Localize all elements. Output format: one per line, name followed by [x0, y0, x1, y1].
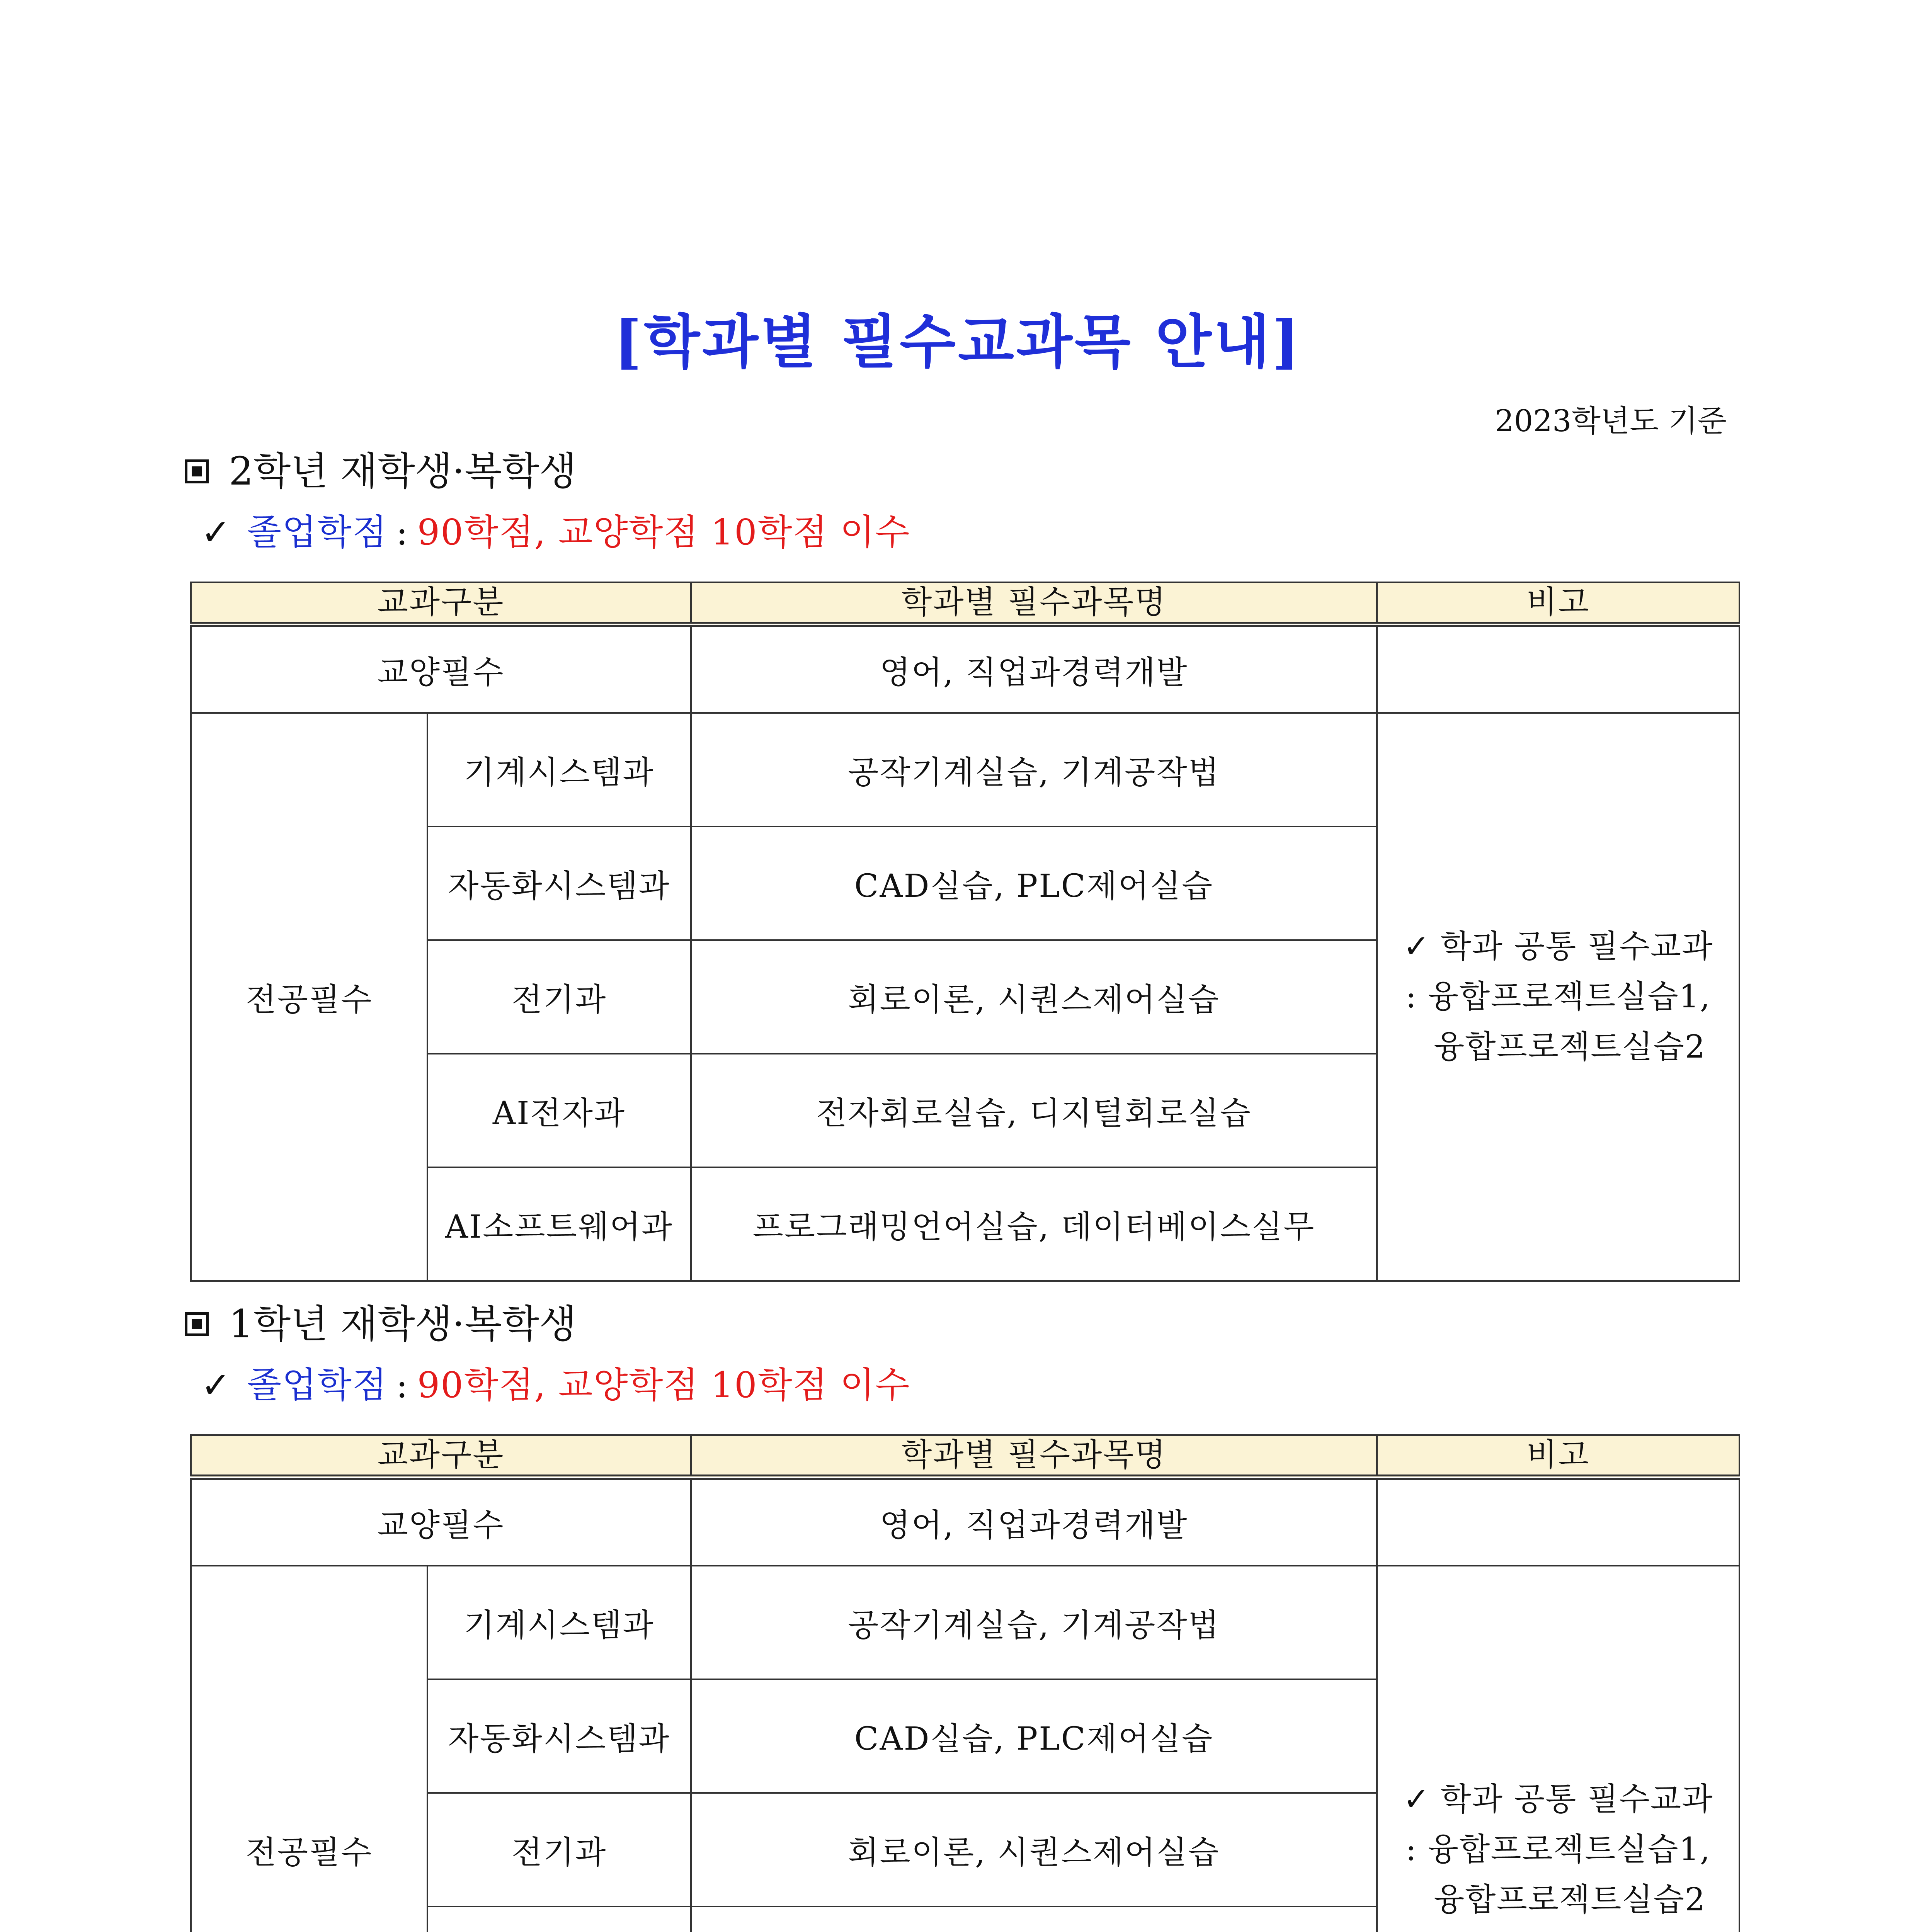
department-name: AI전자과 [427, 1054, 691, 1167]
general-required-remark [1377, 624, 1739, 713]
graduation-credit-value: 90학점, [417, 512, 546, 553]
common-required-remark [1377, 1566, 1739, 1932]
general-required-remark [1377, 1477, 1739, 1566]
major-required-category: 전공필수 [191, 1566, 427, 1932]
department-name: 기계시스템과 [427, 713, 691, 827]
checkmark-icon: ✓ [1403, 1781, 1431, 1818]
section-heading-label: 1학년 재학생·복학생 [229, 1301, 577, 1347]
checkmark-icon: ✓ [1403, 928, 1431, 965]
graduation-requirement-2nd-year [201, 509, 910, 556]
remark-line: : 융합프로젝트실습1, [1406, 1831, 1711, 1868]
colon: : [396, 512, 409, 553]
section-heading-label: 2학년 재학생·복학생 [229, 449, 577, 494]
table-row-general-required [191, 624, 1739, 713]
table-header-row [191, 582, 1739, 624]
graduation-credit-label: 졸업학점 [247, 1364, 388, 1406]
major-required-category: 전공필수 [191, 713, 427, 1281]
header-course-names: 학과별 필수과목명 [691, 582, 1377, 624]
page-title: [학과별 필수교과목 안내] [614, 308, 1302, 376]
academic-year-basis: 2023학년도 기준 [1494, 404, 1727, 439]
table-row-general-required [191, 1477, 1739, 1566]
header-category: 교과구분 [191, 582, 691, 624]
remark-line: 융합프로젝트실습2 [1434, 1881, 1706, 1918]
department-name: 전기과 [427, 1793, 691, 1906]
graduation-credit-value: 90학점, [417, 1364, 546, 1406]
department-courses: CAD실습, PLC제어실습 [691, 1679, 1377, 1793]
remark-line: 학과 공통 필수교과 [1440, 1781, 1714, 1818]
department-name [427, 1906, 691, 1932]
header-course-names: 학과별 필수과목명 [691, 1435, 1377, 1477]
table-row [191, 1566, 1739, 1679]
graduation-credit-label: 졸업학점 [247, 512, 388, 553]
section-heading-1st-year [185, 1299, 577, 1349]
table-row [191, 713, 1739, 827]
section-heading-2nd-year [185, 446, 577, 497]
colon: : [396, 1364, 409, 1406]
general-required-courses: 영어, 직업과경력개발 [691, 624, 1377, 713]
common-required-remark [1377, 713, 1739, 1281]
department-name: 전기과 [427, 940, 691, 1054]
remark-line: 융합프로젝트실습2 [1434, 1029, 1706, 1065]
department-courses [691, 1906, 1377, 1932]
header-remarks: 비고 [1377, 1435, 1739, 1477]
department-name: 자동화시스템과 [427, 1679, 691, 1793]
table-header-row [191, 1435, 1739, 1477]
graduation-requirement-1st-year [201, 1362, 910, 1408]
department-name: 자동화시스템과 [427, 827, 691, 940]
department-courses: 전자회로실습, 디지털회로실습 [691, 1054, 1377, 1167]
header-remarks: 비고 [1377, 582, 1739, 624]
header-category: 교과구분 [191, 1435, 691, 1477]
required-courses-table-1st-year [190, 1434, 1740, 1932]
filled-square-icon [185, 459, 209, 483]
department-courses: 공작기계실습, 기계공작법 [691, 1566, 1377, 1679]
department-courses: 공작기계실습, 기계공작법 [691, 713, 1377, 827]
department-name: AI소프트웨어과 [427, 1167, 691, 1281]
checkmark-icon: ✓ [201, 512, 232, 553]
general-required-category: 교양필수 [191, 1477, 691, 1566]
checkmark-icon: ✓ [201, 1364, 232, 1406]
required-courses-table-2nd-year [190, 582, 1740, 1282]
department-name: 기계시스템과 [427, 1566, 691, 1679]
remark-line: : 융합프로젝트실습1, [1406, 978, 1711, 1015]
liberal-credit-requirement: 교양학점 10학점 이수 [558, 512, 910, 553]
liberal-credit-requirement: 교양학점 10학점 이수 [558, 1364, 910, 1406]
filled-square-icon [185, 1312, 209, 1336]
department-courses: 프로그래밍언어실습, 데이터베이스실무 [691, 1167, 1377, 1281]
department-courses: 회로이론, 시퀀스제어실습 [691, 940, 1377, 1054]
remark-line: 학과 공통 필수교과 [1440, 928, 1714, 965]
department-courses: 회로이론, 시퀀스제어실습 [691, 1793, 1377, 1906]
department-courses: CAD실습, PLC제어실습 [691, 827, 1377, 940]
general-required-category: 교양필수 [191, 624, 691, 713]
general-required-courses: 영어, 직업과경력개발 [691, 1477, 1377, 1566]
